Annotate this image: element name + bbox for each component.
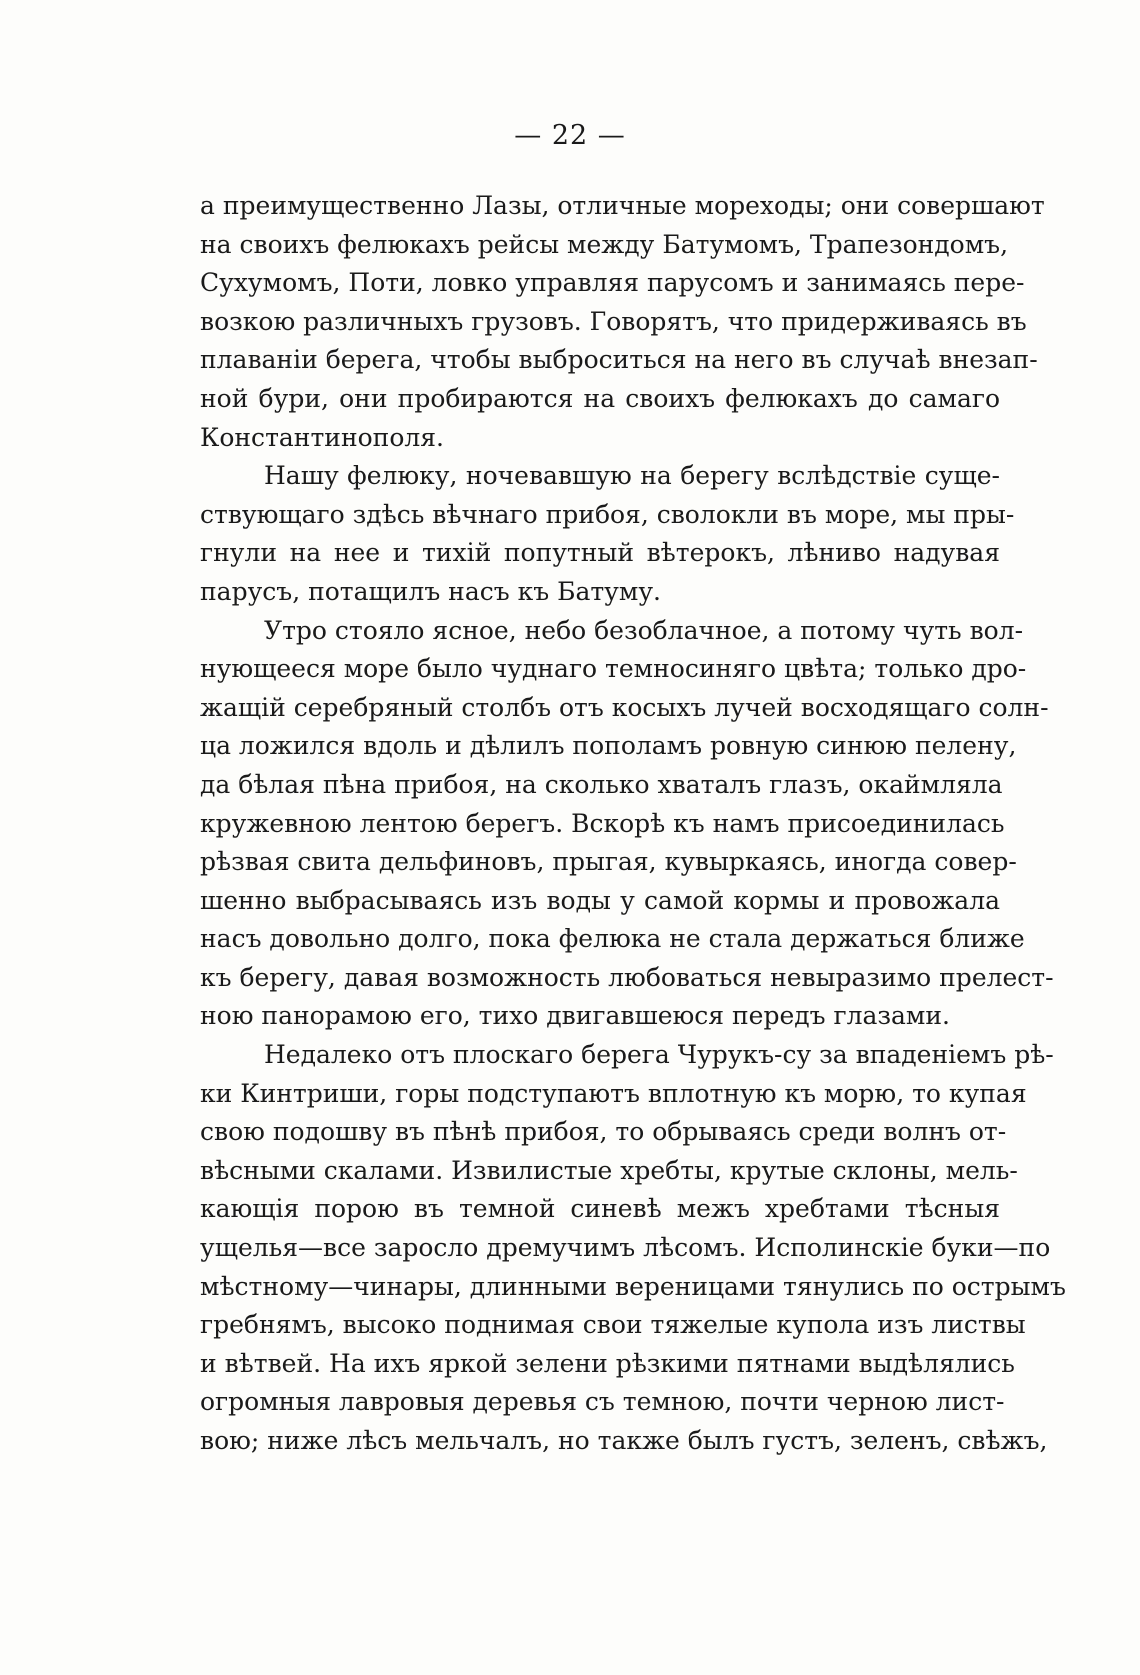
- text-line: насъ довольно долго, пока фелюка не стала держаться ближе: [200, 924, 1025, 954]
- text-line: Утро стояло ясное, небо безоблачное, а потому чуть вол-: [264, 615, 1024, 645]
- text-line: нующееся море было чуднаго темносиняго цвѣта; только дро-: [200, 654, 1027, 684]
- text-line: вою; ниже лѣсъ мельчалъ, но также былъ густъ, зеленъ, свѣжъ,: [200, 1426, 1048, 1455]
- paragraph: [200, 187, 1045, 457]
- text-line: плаваніи берега, чтобы выброситься на него въ случаѣ внезап-: [200, 345, 1038, 375]
- text-line: вѣсными скалами. Извилистые хребты, крутые склоны, мель-: [200, 1155, 1018, 1185]
- text-line: да бѣлая пѣна прибоя, на сколько хваталъ глазъ, окаймляла: [200, 769, 1003, 799]
- text-line: шенно выбрасываясь изъ воды у самой кормы и провожала: [200, 885, 1000, 915]
- paragraph: [200, 1036, 1066, 1461]
- text-line: возкою различныхъ грузовъ. Говорятъ, что придерживаясь въ: [200, 306, 1027, 336]
- paragraph: [200, 457, 1015, 611]
- text-line: ною панорамою его, тихо двигавшеюся передъ глазами.: [200, 1001, 950, 1031]
- body-text: [200, 187, 1066, 1461]
- text-line: Нашу фелюку, ночевавшую на берегу вслѣдствіе суще-: [264, 461, 1000, 491]
- text-line: ки Кинтриши, горы подступаютъ вплотную къ морю, то купая: [200, 1078, 1027, 1108]
- text-line: гнули на нее и тихій попутный вѣтерокъ, лѣниво надувая: [200, 538, 1000, 568]
- text-line: жащій серебряный столбъ отъ косыхъ лучей восходящаго солн-: [200, 692, 1049, 722]
- text-line: Сухумомъ, Поти, ловко управляя парусомъ и занимаясь пере-: [200, 268, 1025, 298]
- text-line: на своихъ фелюкахъ рейсы между Батумомъ, Трапезондомъ,: [200, 229, 1009, 259]
- text-line: ца ложился вдоль и дѣлилъ пополамъ ровную синюю пелену,: [200, 731, 1017, 761]
- text-line: мѣстному—чинары, длинными вереницами тянулись по острымъ: [200, 1271, 1066, 1301]
- text-line: рѣзвая свита дельфиновъ, прыгая, кувыркаясь, иногда совер-: [200, 847, 1017, 877]
- text-line: къ берегу, давая возможность любоваться невыразимо прелест-: [200, 962, 1054, 992]
- text-line: кружевною лентою берегъ. Вскорѣ къ намъ присоединилась: [200, 808, 1005, 838]
- text-line: ной бури, они пробираются на своихъ фелюкахъ до самаго: [200, 383, 1000, 413]
- text-line: а преимущественно Лазы, отличные мореходы; они совершают: [200, 191, 1045, 220]
- text-line: парусъ, потащилъ насъ къ Батуму.: [200, 576, 661, 606]
- text-line: и вѣтвей. На ихъ яркой зелени рѣзкими пятнами выдѣлялись: [200, 1348, 1015, 1378]
- text-line: огромныя лавровыя деревья съ темною, почти черною лист-: [200, 1387, 1005, 1417]
- page-number: — 22 —: [514, 120, 626, 151]
- text-line: кающія порою въ темной синевѣ межъ хребтами тѣсныя: [200, 1194, 1000, 1224]
- text-line: Константинополя.: [200, 422, 444, 452]
- text-line: Недалеко отъ плоскаго берега Чурукъ-су за впаденіемъ рѣ-: [264, 1040, 1054, 1070]
- paragraph: [200, 612, 1054, 1037]
- text-line: гребнямъ, высоко поднимая свои тяжелые купола изъ листвы: [200, 1310, 1026, 1340]
- text-line: ущелья—все заросло дремучимъ лѣсомъ. Исполинскіе буки—по: [200, 1233, 1051, 1263]
- text-line: свою подошву въ пѣнѣ прибоя, то обрываясь среди волнъ от-: [200, 1117, 1007, 1147]
- text-line: ствующаго здѣсь вѣчнаго прибоя, сволокли въ море, мы пры-: [200, 499, 1015, 529]
